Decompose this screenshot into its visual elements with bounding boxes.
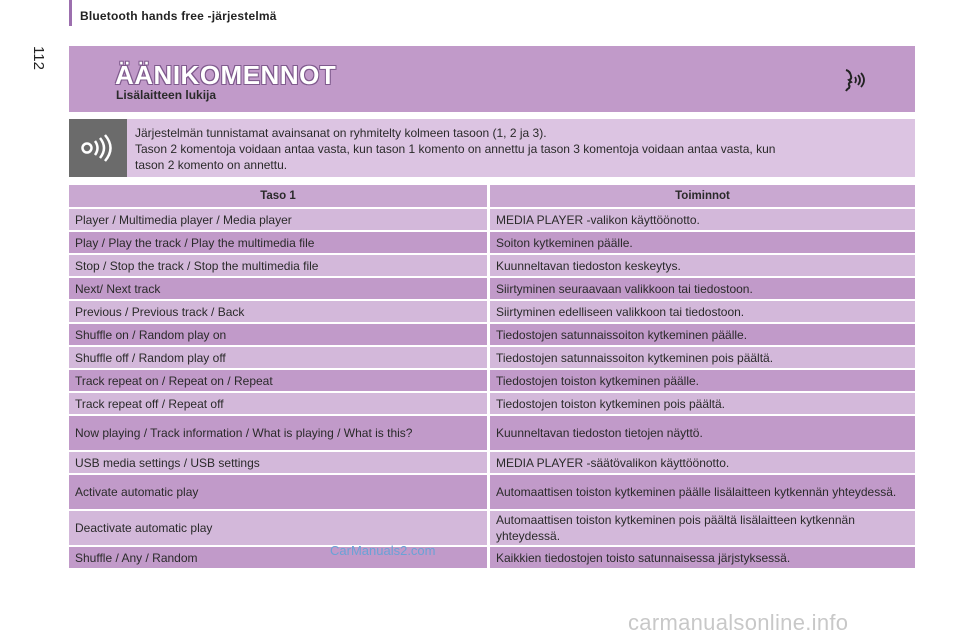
speaker-sound-icon (81, 133, 115, 163)
function-cell: Tiedostojen toiston kytkeminen päälle. (490, 370, 915, 391)
function-cell: Tiedostojen satunnaissoiton kytkeminen pois päältä. (490, 347, 915, 368)
command-cell: Stop / Stop the track / Stop the multimedia file (69, 255, 490, 276)
table-row (69, 416, 915, 450)
voice-command-table (69, 183, 915, 570)
command-cell: Previous / Previous track / Back (69, 301, 490, 322)
table-row (69, 255, 915, 276)
intro-text (135, 125, 905, 173)
function-cell: Tiedostojen satunnaissoiton kytkeminen päälle. (490, 324, 915, 345)
voice-command-icon (840, 66, 870, 96)
command-cell: Shuffle / Any / Random (69, 547, 490, 568)
speaker-icon-box (69, 119, 127, 177)
intro-line: Järjestelmän tunnistamat avainsanat on ryhmitelty kolmeen tasoon (1, 2 ja 3). (135, 126, 547, 140)
command-cell: Track repeat on / Repeat on / Repeat (69, 370, 490, 391)
command-cell: Shuffle on / Random play on (69, 324, 490, 345)
function-cell: MEDIA PLAYER -säätövalikon käyttöönotto. (490, 452, 915, 473)
page-subtitle: Lisälaitteen lukija (116, 88, 217, 102)
table-row (69, 475, 915, 509)
table-row (69, 511, 915, 545)
function-cell: Kuunneltavan tiedoston keskeytys. (490, 255, 915, 276)
command-cell: Track repeat off / Repeat off (69, 393, 490, 414)
command-cell: USB media settings / USB settings (69, 452, 490, 473)
watermark-link[interactable]: CarManuals2.com (330, 543, 436, 558)
function-cell: Kaikkien tiedostojen toisto satunnaisessa järjstyksessä. (490, 547, 915, 568)
command-cell: Now playing / Track information / What is playing / What is this? (69, 416, 490, 450)
function-cell: Automaattisen toiston kytkeminen päälle lisälaitteen kytkennän yhteydessä. (490, 475, 915, 509)
section-header (69, 46, 915, 112)
function-cell: Siirtyminen edelliseen valikkoon tai tiedostoon. (490, 301, 915, 322)
column-header-function: Toiminnot (490, 185, 915, 207)
table-row (69, 370, 915, 391)
command-cell: Activate automatic play (69, 475, 490, 509)
function-cell: MEDIA PLAYER -valikon käyttöönotto. (490, 209, 915, 230)
table-row (69, 232, 915, 253)
command-cell: Deactivate automatic play (69, 511, 490, 545)
command-cell: Player / Multimedia player / Media player (69, 209, 490, 230)
command-cell: Shuffle off / Random play off (69, 347, 490, 368)
function-cell: Siirtyminen seuraavaan valikkoon tai tiedostoon. (490, 278, 915, 299)
table-row (69, 324, 915, 345)
table-row (69, 209, 915, 230)
page-number: 112 (30, 46, 47, 70)
table-row (69, 452, 915, 473)
page-title: ÄÄNIKOMENNOT (115, 60, 337, 90)
table-row (69, 347, 915, 368)
command-cell: Next/ Next track (69, 278, 490, 299)
table-row (69, 547, 915, 568)
intro-line: Tason 2 komentoja voidaan antaa vasta, kun tason 1 komento on annettu ja tason 3 komentoja voidaan antaa vasta, kun (135, 142, 776, 156)
column-header-level: Taso 1 (69, 185, 490, 207)
chapter-accent-bar (69, 0, 72, 26)
table-row (69, 301, 915, 322)
function-cell: Tiedostojen toiston kytkeminen pois päältä. (490, 393, 915, 414)
function-cell: Kuunneltavan tiedoston tietojen näyttö. (490, 416, 915, 450)
function-cell: Soiton kytkeminen päälle. (490, 232, 915, 253)
command-cell: Play / Play the track / Play the multimedia file (69, 232, 490, 253)
table-header-row (69, 185, 915, 207)
chapter-title: Bluetooth hands free -järjestelmä (80, 9, 277, 23)
function-cell: Automaattisen toiston kytkeminen pois päältä lisälaitteen kytkennän yhteydessä. (490, 511, 915, 545)
intro-box (69, 119, 915, 177)
footer-watermark: carmanualsonline.info (628, 610, 849, 635)
table-row (69, 278, 915, 299)
intro-line: tason 2 komento on annettu. (135, 158, 288, 172)
table-row (69, 393, 915, 414)
